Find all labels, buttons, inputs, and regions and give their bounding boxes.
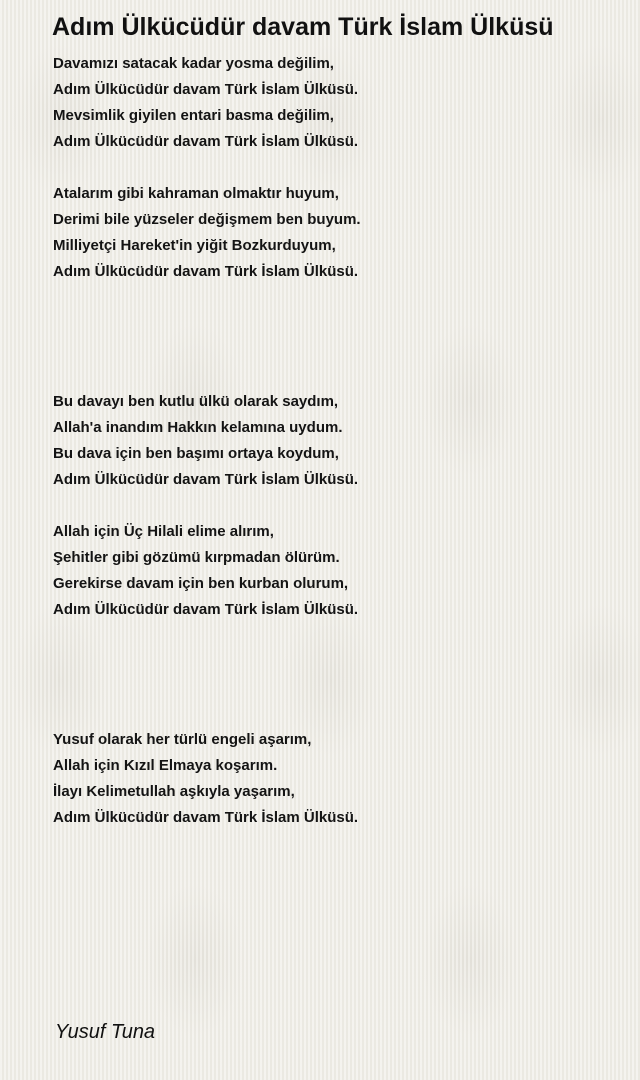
poem-line: Adım Ülkücüdür davam Türk İslam Ülküsü. <box>53 809 359 826</box>
stanza-1 <box>53 51 613 155</box>
poem-line: Davamızı satacak kadar yosma değilim, <box>53 55 334 72</box>
poem-line: Adım Ülkücüdür davam Türk İslam Ülküsü. <box>53 133 359 150</box>
poem-line: Derimi bile yüzseler değişmem ben buyum. <box>53 211 361 228</box>
poem-line: Mevsimlik giyilen entari basma değilim, <box>53 107 334 124</box>
poem-line: Bu davayı ben kutlu ülkü olarak saydım, <box>53 393 339 410</box>
poem-line: Allah için Üç Hilali elime alırım, <box>53 523 274 540</box>
poem-line: Adım Ülkücüdür davam Türk İslam Ülküsü. <box>53 471 359 488</box>
poem-line: Yusuf olarak her türlü engeli aşarım, <box>53 731 312 748</box>
stanza-gap <box>53 493 613 519</box>
poem-line: Allah için Kızıl Elmaya koşarım. <box>53 757 278 774</box>
stanza-gap <box>53 285 613 389</box>
poem-line: Bu dava için ben başımı ortaya koydum, <box>53 445 339 462</box>
poem-line: Adım Ülkücüdür davam Türk İslam Ülküsü. <box>53 81 359 98</box>
stanza-3 <box>53 389 613 493</box>
stanza-5 <box>53 727 613 831</box>
stanza-gap <box>53 155 613 181</box>
poem-line: Şehitler gibi gözümü kırpmadan ölürüm. <box>53 549 340 566</box>
poem-title: Adım Ülkücüdür davam Türk İslam Ülküsü <box>52 13 554 41</box>
stanza-gap <box>53 623 613 727</box>
poem-line: Atalarım gibi kahraman olmaktır huyum, <box>53 185 339 202</box>
poem-line: Adım Ülkücüdür davam Türk İslam Ülküsü. <box>53 601 359 618</box>
stanza-2 <box>53 181 613 285</box>
poem-line: Milliyetçi Hareket'in yiğit Bozkurduyum, <box>53 237 336 254</box>
poem-line: İlayı Kelimetullah aşkıyla yaşarım, <box>53 783 295 800</box>
poem-line: Adım Ülkücüdür davam Türk İslam Ülküsü. <box>53 263 359 280</box>
poem-body <box>53 51 613 831</box>
poem-line: Allah'a inandım Hakkın kelamına uydum. <box>53 419 343 436</box>
stanza-4 <box>53 519 613 623</box>
author-signature: Yusuf Tuna <box>55 1021 156 1043</box>
poem-line: Gerekirse davam için ben kurban olurum, <box>53 575 349 592</box>
